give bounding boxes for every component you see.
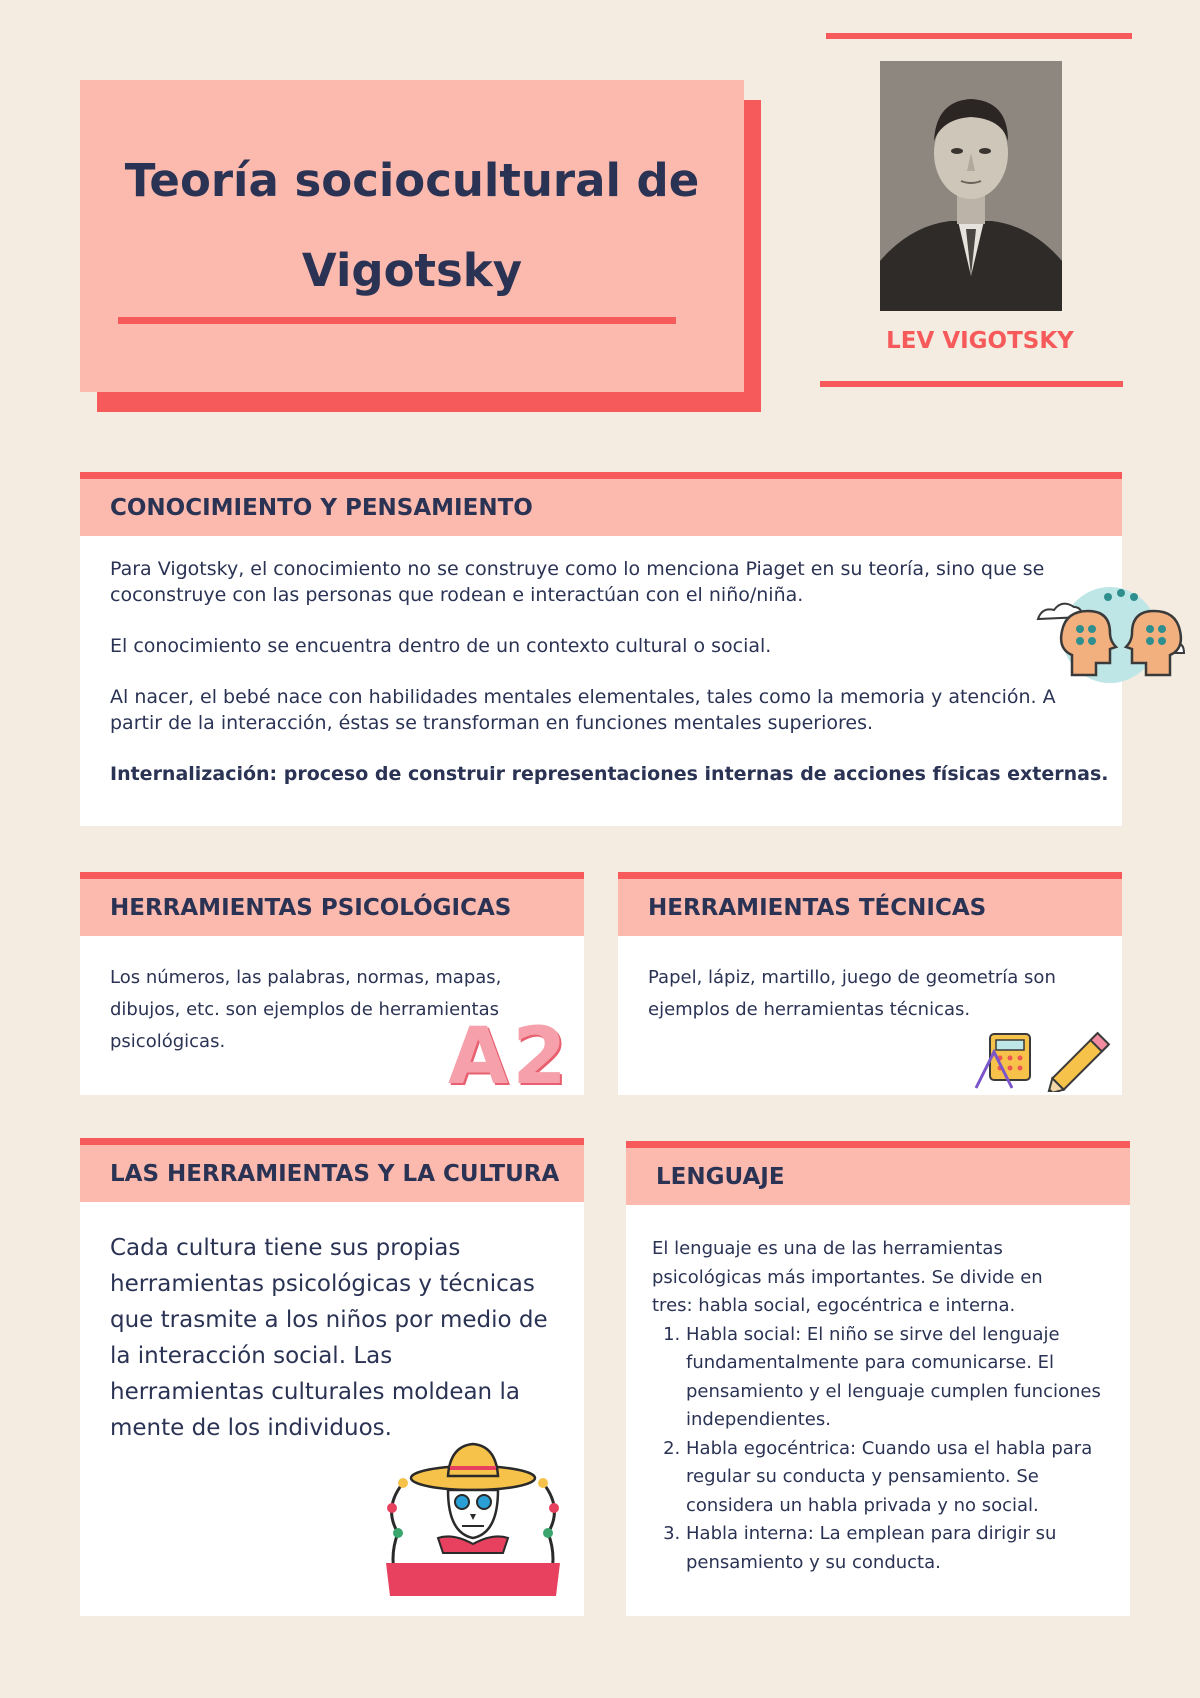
portrait-photo [880, 61, 1062, 311]
paragraph: Al nacer, el bebé nace con habilidades mentales elementales, tales como la memoria y atención. A partir de la interacción, éstas se transforman en funciones mentales superiores. [110, 686, 1056, 734]
list-item: 3. Habla interna: La emplean para dirigir su pensamiento y su conducta. [686, 1520, 1106, 1577]
paragraph: Para Vigotsky, el conocimiento no se construye como lo menciona Piaget en su teoría, sino que se coconstruye con las personas que rodean e interactúan con el niño/niña. [110, 558, 1045, 606]
paragraph: El conocimiento se encuentra dentro de un contexto cultural o social. [110, 635, 772, 657]
page-title-line1: Teoría sociocultural de [124, 154, 700, 207]
a2-sticker: A2 [448, 1012, 571, 1102]
section-conocimiento-heading: CONOCIMIENTO Y PENSAMIENTO [80, 472, 1122, 536]
portrait-caption: LEV VIGOTSKY [886, 328, 1074, 354]
paragraph: Los números, las palabras, normas, mapas, dibujos, etc. son ejemplos de herramientas psicológicas. [110, 967, 502, 1052]
portrait-illustration [880, 61, 1062, 311]
page-title [80, 136, 744, 316]
paragraph: Cada cultura tiene sus propias herramientas psicológicas y técnicas que trasmite a los niños por medio de la interacción social. Las herramientas culturales moldean la mente de los individuos. [110, 1235, 548, 1441]
section-psicologicas-heading: HERRAMIENTAS PSICOLÓGICAS [80, 872, 584, 936]
list-item: 2. Habla egocéntrica: Cuando usa el habla para regular su conducta y pensamiento. Se considera un habla privada y no social. [686, 1435, 1106, 1521]
section-conocimiento-body [80, 536, 1122, 826]
paragraph: El lenguaje es una de las herramientas psicológicas más importantes. Se divide en tres: habla social, egocéntrica e interna. [652, 1238, 1043, 1316]
sugar-skull-icon [378, 1438, 568, 1603]
section-cultura-heading: LAS HERRAMIENTAS Y LA CULTURA [80, 1138, 584, 1202]
paragraph-internalizacion: Internalización: proceso de construir representaciones internas de acciones físicas externas. [110, 763, 1109, 785]
school-tools-icon [972, 1022, 1112, 1092]
section-lenguaje-body [626, 1205, 1130, 1616]
title-underline [118, 317, 676, 324]
list-item: 1. Habla social: El niño se sirve del lenguaje fundamentalmente para comunicarse. El pensamiento y el lenguaje cumplen funciones independientes. [686, 1321, 1106, 1435]
paragraph: Papel, lápiz, martillo, juego de geometría son ejemplos de herramientas técnicas. [648, 967, 1056, 1020]
portrait-bottom-rule [820, 381, 1123, 387]
section-lenguaje-heading: LENGUAJE [626, 1141, 1130, 1205]
portrait-top-rule [826, 33, 1132, 39]
section-tecnicas-heading: HERRAMIENTAS TÉCNICAS [618, 872, 1122, 936]
heads-thinking-icon [1032, 585, 1192, 695]
page-title-line2: Vigotsky [301, 244, 523, 297]
habla-list [652, 1321, 1106, 1578]
